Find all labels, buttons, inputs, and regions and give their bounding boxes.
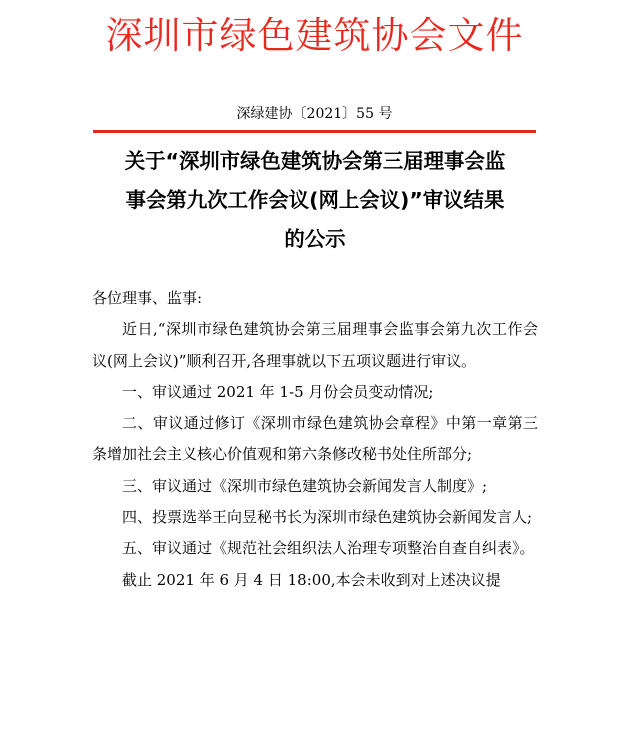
document-header-title: 深圳市绿色建筑协会文件	[105, 14, 524, 57]
document-number: 深绿建协〔2021〕55 号	[236, 106, 393, 122]
resolution-item-2: 二、审议通过修订《深圳市绿色建筑协会章程》中第一章第三条增加社会主义核心价值观和第六条修改秘书处住所部分;	[92, 414, 538, 464]
intro-paragraph: 近日,“深圳市绿色建筑协会第三届理事会监事会第九次工作会议(网上会议)”顺利召开,各理事就以下五项议题进行审议。	[92, 320, 538, 370]
document-title-line: 的公示	[284, 227, 346, 251]
document-body	[92, 283, 538, 596]
document-title-line: 事会第九次工作会议(网上会议)”审议结果	[125, 188, 505, 212]
red-divider-rule	[93, 130, 536, 133]
resolution-item-5: 五、审议通过《规范社会组织法人治理专项整治自查自纠表》。	[122, 539, 535, 558]
document-title-line: 关于“深圳市绿色建筑协会第三届理事会监	[124, 149, 506, 173]
document-title	[92, 142, 538, 259]
deadline-paragraph: 截止 2021 年 6 月 4 日 18:00,本会未收到对上述决议提	[122, 570, 501, 589]
resolution-item-1: 一、审议通过 2021 年 1-5 月份会员变动情况;	[122, 382, 434, 401]
salutation: 各位理事、监事:	[92, 289, 203, 307]
resolution-item-4: 四、投票选举王向昱秘书长为深圳市绿色建筑协会新闻发言人;	[122, 508, 533, 527]
resolution-item-3: 三、审议通过《深圳市绿色建筑协会新闻发言人制度》;	[122, 476, 488, 495]
